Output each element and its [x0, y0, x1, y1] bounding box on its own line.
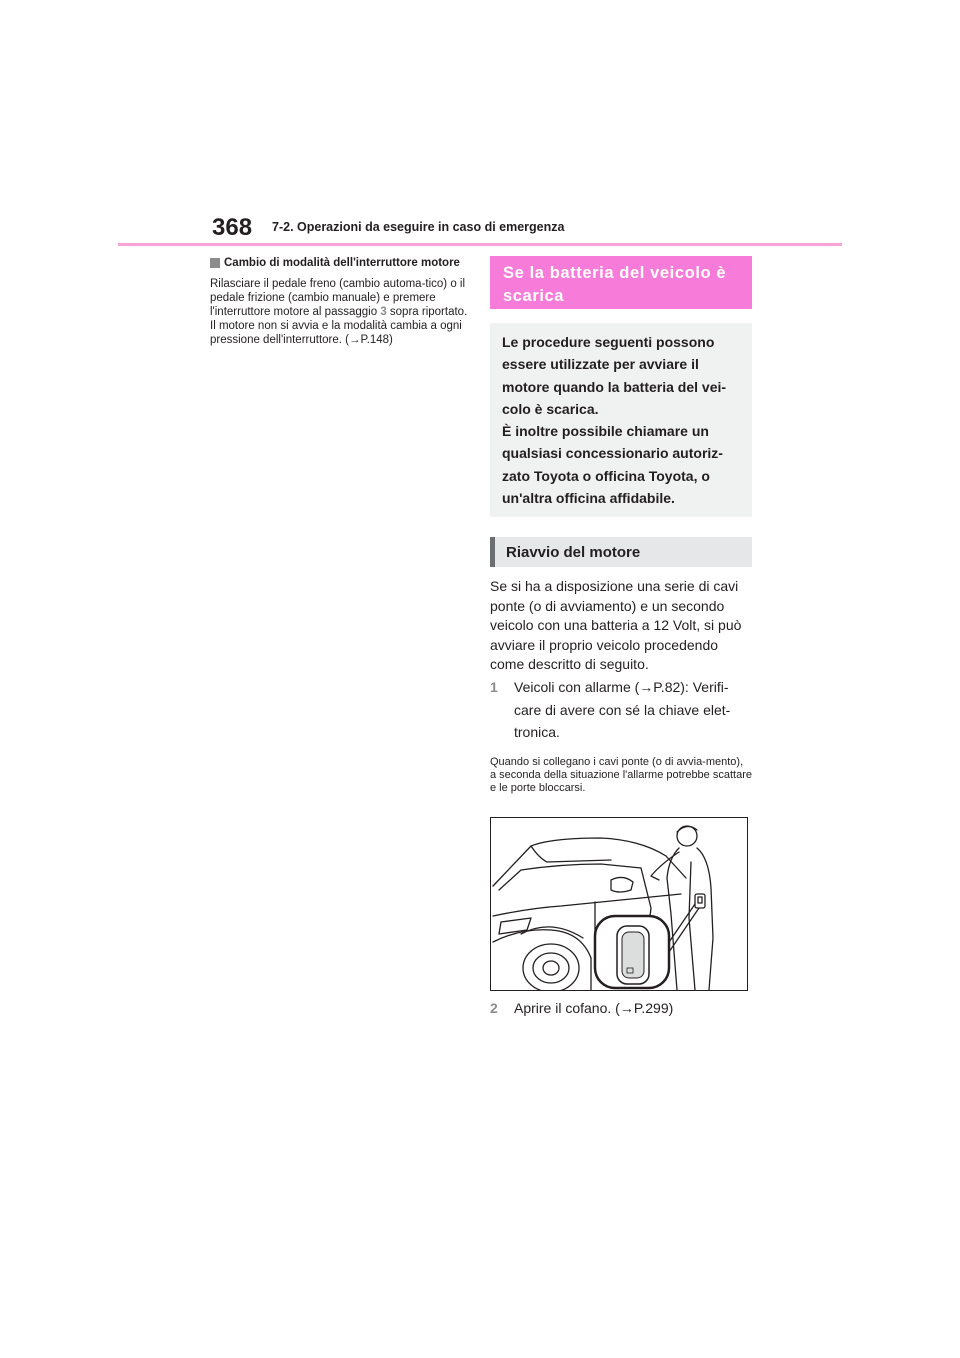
right-column	[490, 256, 752, 1019]
section-title: Se la batteria del veicolo è scarica	[490, 256, 752, 309]
intro-line1: Le procedure seguenti possono essere utilizzate per avviare il motore quando la batteria del vei-colo è scarica.	[502, 334, 727, 417]
body-text: Se si ha a disposizione una serie di cavi ponte (o di avviamento) e un secondo veicolo con una batteria a 12 Volt, si può avviare il proprio veicolo procedendo come descritto di seguito.	[490, 578, 742, 672]
subsection-title-text: Riavvio del motore	[506, 543, 641, 561]
note-text: Quando si collegano i cavi ponte (o di avvia-mento), a seconda della situazione l'allarme potrebbe scattare e le porte bloccarsi.	[490, 755, 752, 794]
square-bullet-icon	[210, 258, 220, 268]
subhead-text: Cambio di modalità dell'interruttore motore	[224, 257, 460, 269]
left-body	[210, 277, 472, 347]
car-person-key-illustration	[491, 818, 747, 990]
left-column	[210, 256, 472, 347]
header-rule	[118, 243, 842, 246]
intro-box	[490, 323, 752, 517]
step-number: 2	[490, 999, 498, 1016]
illustration-car-and-key	[490, 817, 748, 991]
intro-line2: È inoltre possibile chiamare un qualsiasi concessionario autoriz-zato Toyota o officina Toyota, o un'altra officina affidabile.	[502, 423, 723, 507]
left-body-part2: sopra riportato.	[386, 306, 468, 318]
step-2	[490, 997, 752, 1020]
running-head: 7-2. Operazioni da eseguire in caso di emergenza	[272, 220, 565, 234]
subsection-title	[490, 537, 752, 567]
left-body-part1: Rilasciare il pedale freno (cambio automa-tico) o il pedale frizione (cambio manuale) e premere l'interruttore motore al passaggio	[210, 278, 466, 318]
step-reference: 3	[380, 306, 387, 318]
step-1	[490, 676, 752, 744]
step-number: 1	[490, 679, 498, 696]
step-text: Veicoli con allarme (→P.82): Verifi-care di avere con sé la chiave elet-tronica.	[514, 679, 731, 741]
subhead	[210, 256, 472, 271]
left-body-part3: Il motore non si avvia e la modalità cambia a ogni pressione dell'interruttore. (→P.148)	[210, 320, 462, 346]
step-text: Aprire il cofano. (→P.299)	[514, 999, 674, 1016]
page-number: 368	[212, 214, 253, 241]
